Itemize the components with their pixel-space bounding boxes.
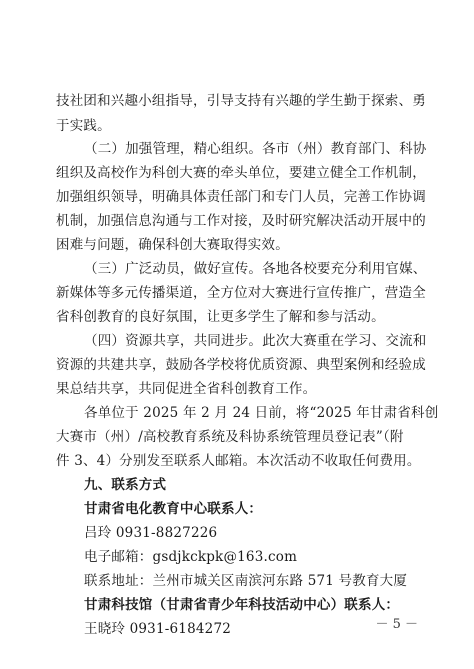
body-line: 困难与问题，确保科创大赛取得实效。 (56, 237, 289, 253)
contact-address: 联系地址：兰州市城关区南滨河东路 571 号教育大厦 (84, 573, 408, 589)
body-line: 于实践。 (56, 118, 111, 134)
body-line: 资源的共建共享，鼓励各学校将优质资源、典型案例和经验成 (56, 357, 426, 373)
body-line: 技社团和兴趣小组指导，引导支持有兴趣的学生勤于探索、勇 (56, 93, 426, 109)
body-line: 各单位于 2025 年 2 月 24 日前，将“2025 年甘肃省科创 (84, 405, 439, 421)
body-line: 省科创教育的良好氛围，让更多学生了解和参与活动。 (56, 309, 385, 325)
contact-org-title: 甘肃科技馆（甘肃省青少年科技活动中心）联系人： (84, 597, 400, 613)
body-line: 加强组织领导，明确具体责任部门和专门人员，完善工作协调 (56, 189, 426, 205)
contact-phone: 王晓玲 0931-6184272 (84, 621, 232, 637)
body-line: 大赛市（州）/高校教育系统及科协系统管理员登记表”（附 (56, 429, 404, 445)
contact-org-title: 甘肃省电化教育中心联系人： (84, 501, 263, 517)
body-line: 果总结共享，共同促进全省科创教育工作。 (56, 381, 317, 397)
contact-email: 电子邮箱：gsdjkckpk@163.com (84, 549, 298, 565)
body-line: 件 3、4）分别发至联系人邮箱。本次活动不收取任何费用。 (56, 453, 421, 469)
body-line: 组织及高校作为科创大赛的牵头单位，要建立健全工作机制， (56, 165, 426, 181)
section-heading-contact: 九、联系方式 (84, 477, 167, 493)
section-heading-four: （四）资源共享，共同进步。此次大赛重在学习、交流和 (84, 333, 427, 349)
body-line: 新媒体等多元传播渠道，全方位对大赛进行宣传推广，营造全 (56, 285, 426, 301)
section-heading-two: （二）加强管理，精心组织。各市（州）教育部门、科协 (84, 141, 427, 157)
section-heading-three: （三）广泛动员，做好宣传。各地各校要充分利用官媒、 (84, 261, 427, 277)
page-number: － 5 － (375, 617, 418, 632)
contact-phone: 吕玲 0931-8827226 (84, 525, 218, 541)
body-line: 机制，加强信息沟通与工作对接，及时研究解决活动开展中的 (56, 213, 426, 229)
